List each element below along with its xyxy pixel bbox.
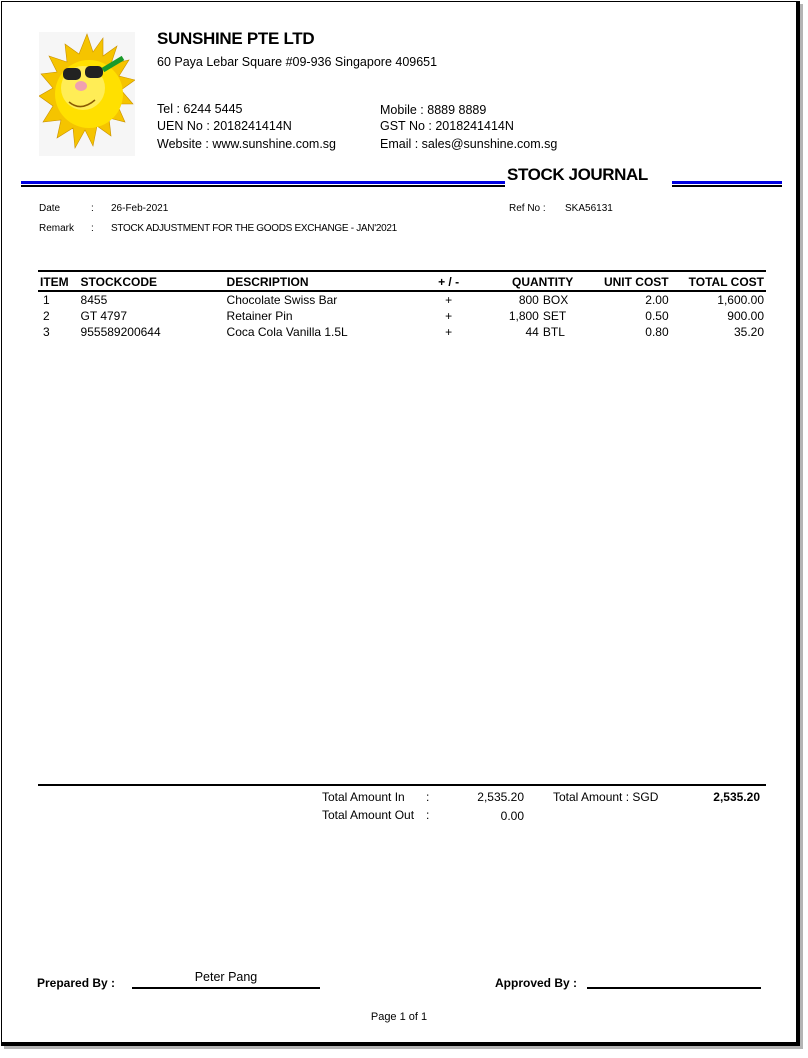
- col-description: DESCRIPTION: [225, 271, 432, 291]
- col-stockcode: STOCKCODE: [79, 271, 225, 291]
- col-total-cost: TOTAL COST: [671, 271, 766, 291]
- total-in-value: 2,535.20: [477, 790, 524, 804]
- total-out-label: Total Amount Out: [322, 808, 415, 822]
- sun-logo-icon: [39, 32, 135, 156]
- cell-qty: 1,800: [508, 309, 539, 323]
- date-colon: :: [91, 203, 94, 214]
- ref-label: Ref No :: [509, 203, 546, 214]
- cell-unit: 0.80: [645, 325, 669, 339]
- prepared-by-name: Peter Pang: [194, 970, 258, 984]
- total-amount-value: 2,535.20: [713, 790, 760, 804]
- date-label: Date: [39, 203, 61, 214]
- document-title: STOCK JOURNAL: [507, 165, 648, 184]
- remark-label: Remark: [39, 223, 75, 234]
- company-tel: Tel : 6244 5445: [157, 102, 243, 116]
- cell-qty: 44: [525, 325, 539, 339]
- cell-total: 900.00: [727, 309, 764, 323]
- cell-item: 3: [43, 325, 50, 339]
- total-amount-label: Total Amount : SGD: [553, 790, 659, 804]
- ref-value: SKA56131: [565, 203, 613, 214]
- table-header-row: [38, 271, 766, 291]
- col-sign: + / -: [431, 271, 465, 291]
- company-mobile: Mobile : 8889 8889: [380, 103, 487, 117]
- total-out-value: 0.00: [500, 809, 524, 823]
- total-in-label: Total Amount In: [322, 790, 405, 804]
- company-name: SUNSHINE PTE LTD: [157, 29, 315, 48]
- title-rule-left-dark: [21, 185, 505, 187]
- cell-code: 955589200644: [80, 325, 161, 339]
- company-email: Email : sales@sunshine.com.sg: [380, 137, 558, 151]
- stock-table: [38, 270, 766, 340]
- col-quantity: QUANTITY: [466, 271, 575, 291]
- company-uen: UEN No : 2018241414N: [157, 119, 292, 133]
- company-website: Website : www.sunshine.com.sg: [157, 137, 337, 151]
- cell-total: 1,600.00: [717, 293, 764, 307]
- document-page: [1, 1, 800, 1046]
- company-gst: GST No : 2018241414N: [380, 119, 514, 133]
- cell-sign: +: [445, 325, 453, 339]
- cell-unit: 2.00: [645, 293, 669, 307]
- remark-value: STOCK ADJUSTMENT FOR THE GOODS EXCHANGE - JAN'2021: [111, 223, 397, 234]
- remark-colon: :: [91, 223, 94, 234]
- cell-uom: BTL: [542, 325, 565, 339]
- cell-uom: SET: [542, 309, 567, 323]
- prepared-by-label: Prepared By :: [37, 976, 116, 990]
- approved-by-label: Approved By :: [495, 976, 578, 990]
- page-number: Page 1 of 1: [370, 1011, 428, 1023]
- cell-sign: +: [445, 293, 453, 307]
- cell-desc: Retainer Pin: [226, 309, 293, 323]
- col-unit-cost: UNIT COST: [575, 271, 670, 291]
- table-row: [38, 324, 766, 340]
- title-rule-right-dark: [672, 185, 782, 187]
- date-value: 26-Feb-2021: [111, 203, 169, 214]
- cell-qty: 800: [518, 293, 539, 307]
- cell-uom: BOX: [542, 293, 569, 307]
- total-out-colon: :: [426, 808, 430, 822]
- cell-total: 35.20: [733, 325, 764, 339]
- totals-rule: [38, 784, 766, 786]
- company-address: 60 Paya Lebar Square #09-936 Singapore 409651: [157, 55, 438, 69]
- cell-code: 8455: [80, 293, 108, 307]
- cell-sign: +: [445, 309, 453, 323]
- table-row: [38, 308, 766, 324]
- title-rule-right: [672, 181, 782, 184]
- cell-unit: 0.50: [645, 309, 669, 323]
- title-rule-left: [21, 181, 505, 184]
- prepared-signature-line: [132, 987, 320, 989]
- table-row: [38, 291, 766, 308]
- cell-desc: Coca Cola Vanilla 1.5L: [226, 325, 348, 339]
- approved-signature-line: [587, 987, 761, 989]
- total-in-colon: :: [426, 790, 430, 804]
- col-item: ITEM: [38, 271, 79, 291]
- cell-item: 1: [43, 293, 50, 307]
- cell-desc: Chocolate Swiss Bar: [226, 293, 338, 307]
- cell-item: 2: [43, 309, 50, 323]
- cell-code: GT 4797: [80, 309, 128, 323]
